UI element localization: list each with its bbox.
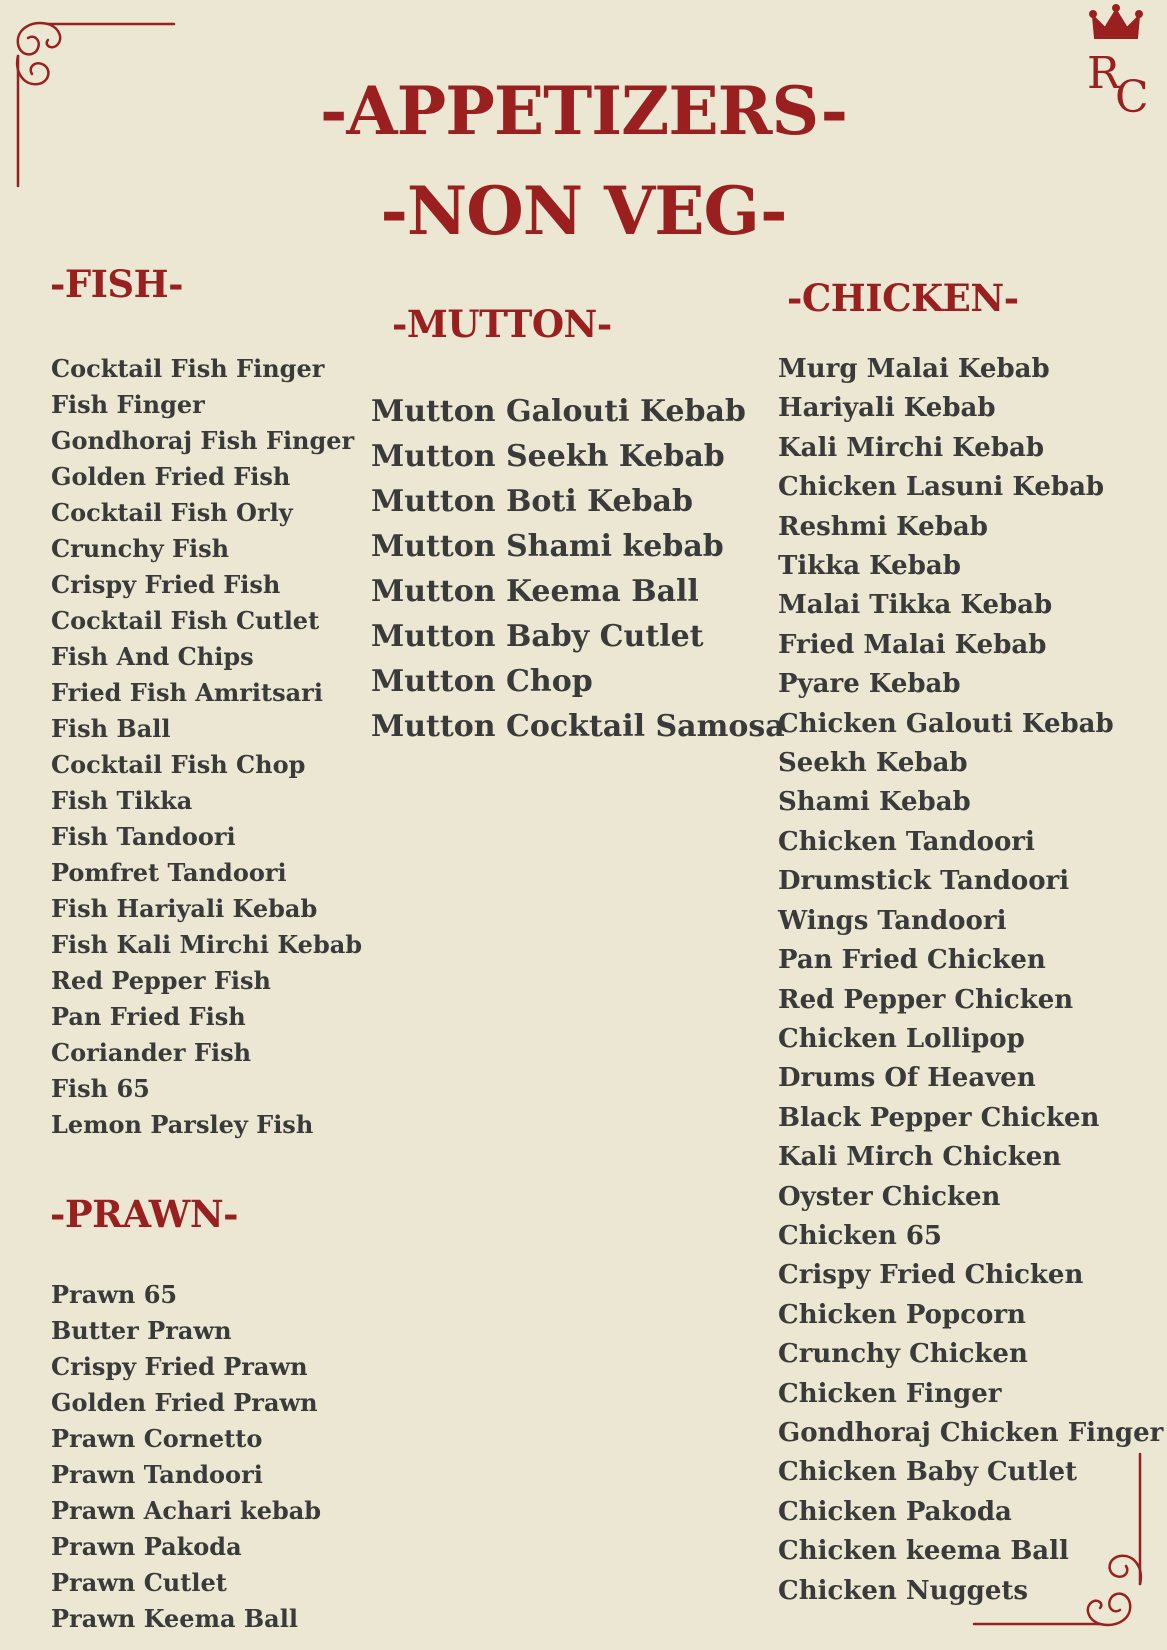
chicken-menu-item: Chicken keema Ball <box>778 1536 1069 1567</box>
fish-menu-item: Cocktail Fish Chop <box>51 750 306 779</box>
chicken-menu-item: Pyare Kebab <box>778 669 961 700</box>
mutton-menu-item: Mutton Keema Ball <box>371 574 699 609</box>
fish-menu-item: Fish And Chips <box>51 642 254 671</box>
fish-menu-item: Fish Ball <box>51 714 171 743</box>
fish-menu-item: Pan Fried Fish <box>51 1002 246 1031</box>
chicken-menu-item: Murg Malai Kebab <box>778 354 1050 384</box>
chicken-menu-item: Drums Of Heaven <box>778 1063 1036 1094</box>
fish-menu-item: Fish Kali Mirchi Kebab <box>51 930 363 959</box>
chicken-menu-item: Tikka Kebab <box>778 551 961 582</box>
chicken-menu-item: Chicken Tandoori <box>778 826 1035 857</box>
chicken-menu-item: Gondhoraj Chicken Finger <box>778 1417 1164 1448</box>
fish-menu-item: Crispy Fried Fish <box>51 570 281 599</box>
chicken-menu-item: Fried Malai Kebab <box>778 629 1047 660</box>
mutton-menu-item: Mutton Cocktail Samosa <box>371 709 785 744</box>
chicken-menu-item: Wings Tandoori <box>778 905 1007 936</box>
fish-menu-item: Fish Hariyali Kebab <box>51 894 318 923</box>
prawn-menu-item: Prawn Cutlet <box>51 1568 227 1597</box>
chicken-menu-item: Shami Kebab <box>778 787 971 818</box>
chicken-menu-item: Black Pepper Chicken <box>778 1102 1100 1133</box>
fish-heading: -FISH- <box>50 262 183 306</box>
fish-menu-item: Fish Finger <box>51 390 205 419</box>
chicken-menu-item: Seekh Kebab <box>778 748 968 779</box>
prawn-menu-item: Golden Fried Prawn <box>51 1388 318 1417</box>
chicken-menu-item: Chicken Pakoda <box>778 1496 1012 1527</box>
chicken-menu-item: Reshmi Kebab <box>778 511 988 542</box>
chicken-menu-item: Hariyali Kebab <box>778 393 996 424</box>
chicken-menu-item: Crispy Fried Chicken <box>778 1260 1084 1291</box>
chicken-menu-item: Chicken Galouti Kebab <box>778 708 1114 739</box>
prawn-menu-item: Prawn Keema Ball <box>51 1604 298 1633</box>
chicken-list <box>778 350 1163 1611</box>
mutton-menu-item: Mutton Chop <box>371 664 593 699</box>
fish-menu-item: Golden Fried Fish <box>51 462 291 491</box>
fish-menu-item: Cocktail Fish Finger <box>51 354 325 383</box>
fish-menu-item: Red Pepper Fish <box>51 966 271 995</box>
fish-menu-item: Gondhoraj Fish Finger <box>51 426 355 455</box>
mutton-menu-item: Mutton Boti Kebab <box>371 484 693 519</box>
fish-menu-item: Cocktail Fish Orly <box>51 498 293 527</box>
crown-icon <box>1090 5 1142 38</box>
chicken-menu-item: Chicken Baby Cutlet <box>778 1457 1078 1488</box>
chicken-menu-item: Chicken Finger <box>778 1378 1002 1409</box>
chicken-menu-item: Chicken Lasuni Kebab <box>778 472 1105 503</box>
fish-menu-item: Fish Tandoori <box>51 822 236 851</box>
prawn-heading: -PRAWN- <box>50 1192 239 1236</box>
prawn-menu-item: Prawn Pakoda <box>51 1532 242 1561</box>
page-title: -APPETIZERS- <box>320 72 847 150</box>
fish-menu-item: Crunchy Fish <box>51 534 230 563</box>
prawn-menu-item: Butter Prawn <box>51 1316 232 1345</box>
chicken-menu-item: Drumstick Tandoori <box>778 866 1070 897</box>
prawn-list <box>51 1277 321 1637</box>
mutton-menu-item: Mutton Galouti Kebab <box>371 394 746 429</box>
page-subtitle: -NON VEG- <box>380 172 787 250</box>
prawn-menu-item: Prawn Cornetto <box>51 1424 263 1453</box>
fish-menu-item: Fish Tikka <box>51 786 193 815</box>
chicken-menu-item: Kali Mirch Chicken <box>778 1142 1062 1173</box>
fish-menu-item: Fried Fish Amritsari <box>51 678 323 707</box>
chicken-menu-item: Crunchy Chicken <box>778 1339 1028 1370</box>
prawn-menu-item: Crispy Fried Prawn <box>51 1352 308 1381</box>
mutton-menu-item: Mutton Baby Cutlet <box>371 619 704 654</box>
mutton-menu-item: Mutton Seekh Kebab <box>371 439 725 474</box>
fish-menu-item: Lemon Parsley Fish <box>51 1110 314 1139</box>
chicken-menu-item: Red Pepper Chicken <box>778 984 1074 1015</box>
chicken-menu-item: Chicken Popcorn <box>778 1299 1026 1330</box>
chicken-menu-item: Kali Mirchi Kebab <box>778 432 1045 463</box>
chicken-menu-item: Chicken Nuggets <box>778 1575 1029 1606</box>
mutton-menu-item: Mutton Shami kebab <box>371 529 724 564</box>
chicken-menu-item: Oyster Chicken <box>778 1181 1001 1212</box>
chicken-menu-item: Chicken 65 <box>778 1220 942 1251</box>
prawn-menu-item: Prawn 65 <box>51 1280 178 1309</box>
svg-text:R: R <box>1087 48 1121 99</box>
prawn-menu-item: Prawn Achari kebab <box>51 1496 322 1525</box>
fish-menu-item: Fish 65 <box>51 1074 150 1103</box>
chicken-heading: -CHICKEN- <box>787 276 1019 320</box>
mutton-list <box>371 389 785 749</box>
fish-menu-item: Coriander Fish <box>51 1038 252 1067</box>
mutton-heading: -MUTTON- <box>392 302 612 346</box>
chicken-menu-item: Malai Tikka Kebab <box>778 590 1053 621</box>
chicken-menu-item: Pan Fried Chicken <box>778 945 1046 976</box>
fish-menu-item: Cocktail Fish Cutlet <box>51 606 320 635</box>
fish-list <box>51 351 362 1143</box>
chicken-menu-item: Chicken Lollipop <box>778 1023 1025 1054</box>
fish-menu-item: Pomfret Tandoori <box>51 858 287 887</box>
svg-text:C: C <box>1115 72 1149 119</box>
prawn-menu-item: Prawn Tandoori <box>51 1460 263 1489</box>
